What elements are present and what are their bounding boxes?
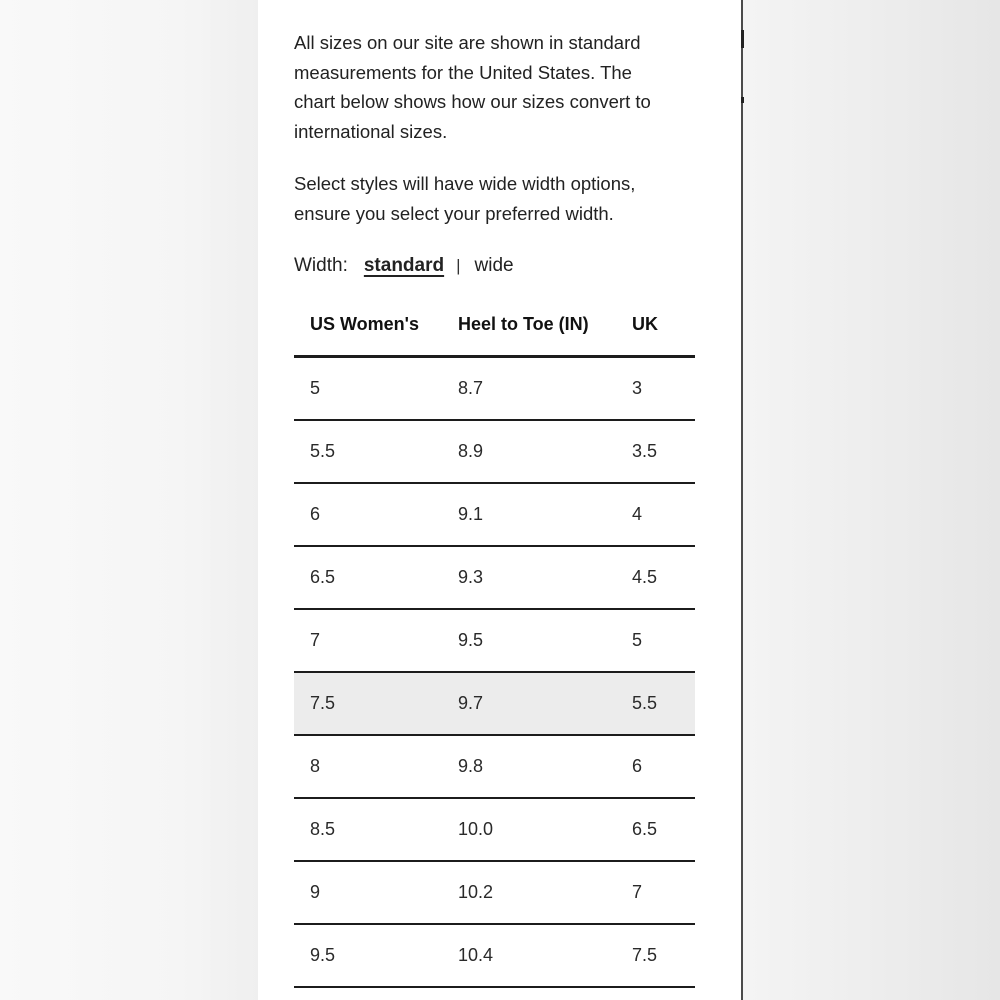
cell-us-size: 6.5 xyxy=(294,546,458,609)
cell-uk-size: 4.5 xyxy=(632,546,695,609)
table-row xyxy=(294,609,695,672)
table-row-highlighted xyxy=(294,672,695,735)
page-edge-divider xyxy=(741,0,743,1000)
cell-us-size: 5 xyxy=(294,357,458,421)
width-selector xyxy=(294,251,514,281)
table-row xyxy=(294,420,695,483)
intro-text: All sizes on our site are shown in standard measurements for the United States. The chart below shows how our sizes convert to international sizes. xyxy=(294,32,651,142)
cell-us-size: 7 xyxy=(294,609,458,672)
cell-heel-to-toe: 10.2 xyxy=(458,861,632,924)
size-chart-table xyxy=(294,294,695,988)
cell-uk-size: 7 xyxy=(632,861,695,924)
width-option-wide[interactable]: wide xyxy=(474,255,514,276)
cell-us-size: 9 xyxy=(294,861,458,924)
cell-uk-size: 5 xyxy=(632,609,695,672)
backdrop-left xyxy=(0,0,258,1000)
table-header-row xyxy=(294,294,695,357)
table-row xyxy=(294,483,695,546)
cell-heel-to-toe: 9.7 xyxy=(458,672,632,735)
cell-uk-size: 7.5 xyxy=(632,924,695,987)
edge-tick xyxy=(741,97,744,103)
cell-heel-to-toe: 10.0 xyxy=(458,798,632,861)
width-note: Select styles will have wide width options, ensure you select your preferred width. xyxy=(294,173,636,224)
column-header-heel-to-toe: Heel to Toe (IN) xyxy=(458,294,632,357)
cell-uk-size: 6 xyxy=(632,735,695,798)
size-chart-panel xyxy=(258,0,741,1000)
cell-us-size: 7.5 xyxy=(294,672,458,735)
cell-heel-to-toe: 9.8 xyxy=(458,735,632,798)
cell-us-size: 6 xyxy=(294,483,458,546)
table-row xyxy=(294,735,695,798)
column-header-uk: UK xyxy=(632,294,695,357)
cell-heel-to-toe: 9.1 xyxy=(458,483,632,546)
cell-heel-to-toe: 9.3 xyxy=(458,546,632,609)
backdrop-right xyxy=(743,0,1000,1000)
cell-us-size: 5.5 xyxy=(294,420,458,483)
cell-heel-to-toe: 10.4 xyxy=(458,924,632,987)
cell-us-size: 8 xyxy=(294,735,458,798)
cell-uk-size: 6.5 xyxy=(632,798,695,861)
cell-heel-to-toe: 9.5 xyxy=(458,609,632,672)
cell-uk-size: 3.5 xyxy=(632,420,695,483)
cell-heel-to-toe: 8.7 xyxy=(458,357,632,421)
table-row xyxy=(294,546,695,609)
cell-us-size: 8.5 xyxy=(294,798,458,861)
cell-heel-to-toe: 8.9 xyxy=(458,420,632,483)
width-label: Width: xyxy=(294,255,348,276)
cell-uk-size: 4 xyxy=(632,483,695,546)
cell-uk-size: 5.5 xyxy=(632,672,695,735)
width-separator: | xyxy=(456,256,461,275)
edge-tick xyxy=(741,30,744,48)
table-row xyxy=(294,357,695,421)
cell-us-size: 9.5 xyxy=(294,924,458,987)
table-row xyxy=(294,798,695,861)
table-row xyxy=(294,861,695,924)
cell-uk-size: 3 xyxy=(632,357,695,421)
width-option-standard[interactable]: standard xyxy=(363,255,445,276)
table-row xyxy=(294,924,695,987)
column-header-us-womens: US Women's xyxy=(294,294,458,357)
